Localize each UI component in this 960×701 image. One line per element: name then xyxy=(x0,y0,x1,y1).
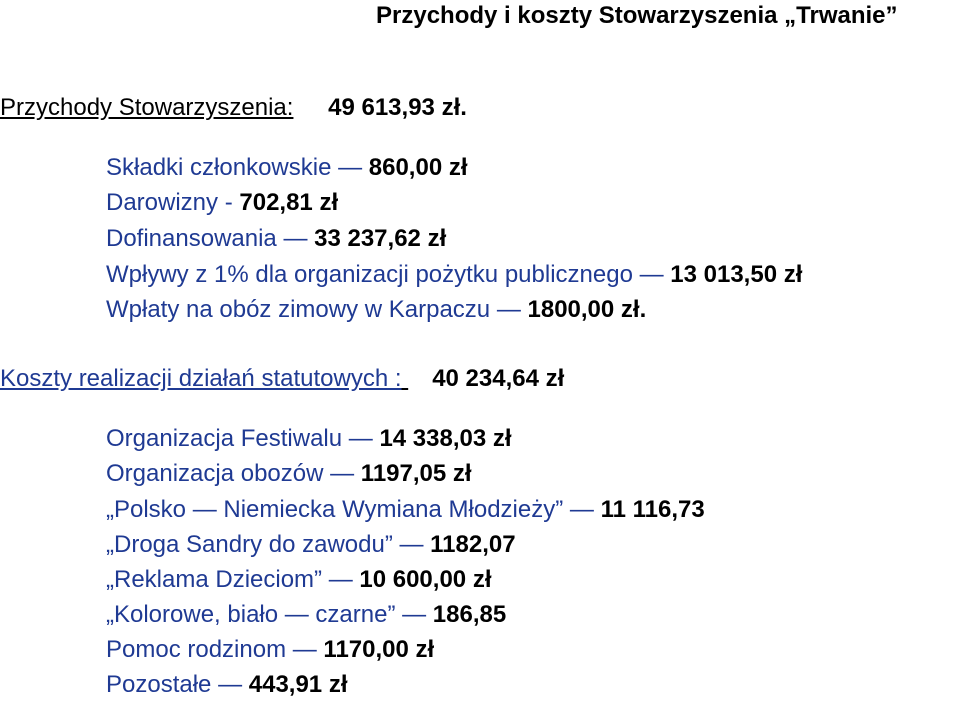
cost-item-value: 443,91 zł xyxy=(248,671,348,698)
cost-item-value: 186,85 xyxy=(432,601,507,628)
income-total: 49 613,93 zł. xyxy=(328,94,467,121)
costs-total: 40 234,64 zł xyxy=(432,365,565,392)
income-item-value: 702,81 zł xyxy=(239,189,339,216)
costs-heading: Koszty realizacji działań statutowych : xyxy=(0,365,402,392)
income-item-label: Dofinansowania — xyxy=(106,225,308,252)
income-item-value: 13 013,50 zł xyxy=(670,261,803,288)
cost-item-label: „Polsko — Niemiecka Wymiana Młodzieży” — xyxy=(106,496,594,523)
cost-item xyxy=(106,671,348,699)
costs-section-header xyxy=(0,365,564,393)
income-item-label: Wpływy z 1% dla organizacji pożytku publicznego — xyxy=(106,261,664,288)
cost-item-label: „Kolorowe, biało — czarne” — xyxy=(106,601,427,628)
cost-item-label: „Reklama Dzieciom” — xyxy=(106,566,353,593)
cost-item xyxy=(106,566,491,594)
cost-item-label: Pomoc rodzinom — xyxy=(106,636,317,663)
cost-item-value: 1197,05 zł xyxy=(360,460,472,487)
cost-item-value: 10 600,00 zł xyxy=(359,566,492,593)
cost-item xyxy=(106,460,472,488)
cost-item-label: „Droga Sandry do zawodu” — xyxy=(106,531,424,558)
cost-item xyxy=(106,425,512,453)
income-item-value: 860,00 zł xyxy=(368,154,468,181)
income-item-value: 1800,00 zł. xyxy=(527,296,647,323)
income-item-label: Składki członkowskie — xyxy=(106,154,363,181)
cost-item xyxy=(106,636,434,664)
income-item-label: Darowizny - xyxy=(106,189,233,216)
income-item-value: 33 237,62 zł xyxy=(314,225,447,252)
cost-item-value: 1182,07 xyxy=(430,531,516,558)
income-section-header xyxy=(0,94,467,122)
income-item xyxy=(106,261,802,289)
income-item xyxy=(106,296,646,324)
cost-item xyxy=(106,531,516,559)
income-item xyxy=(106,189,338,217)
costs-heading-underline xyxy=(402,365,422,393)
cost-item-value: 14 338,03 zł xyxy=(379,425,512,452)
cost-item xyxy=(106,496,705,524)
income-heading: Przychody Stowarzyszenia: xyxy=(0,94,294,121)
cost-item-value: 1170,00 zł xyxy=(323,636,435,663)
page-title: Przychody i koszty Stowarzyszenia „Trwanie” xyxy=(376,2,898,29)
income-item xyxy=(106,225,446,253)
cost-item-value: 11 116,73 xyxy=(600,496,705,523)
cost-item-label: Pozostałe — xyxy=(106,671,243,698)
cost-item-label: Organizacja Festiwalu — xyxy=(106,425,373,452)
cost-item-label: Organizacja obozów — xyxy=(106,460,355,487)
income-item xyxy=(106,154,468,182)
cost-item xyxy=(106,601,506,629)
income-item-label: Wpłaty na obóz zimowy w Karpaczu — xyxy=(106,296,521,323)
